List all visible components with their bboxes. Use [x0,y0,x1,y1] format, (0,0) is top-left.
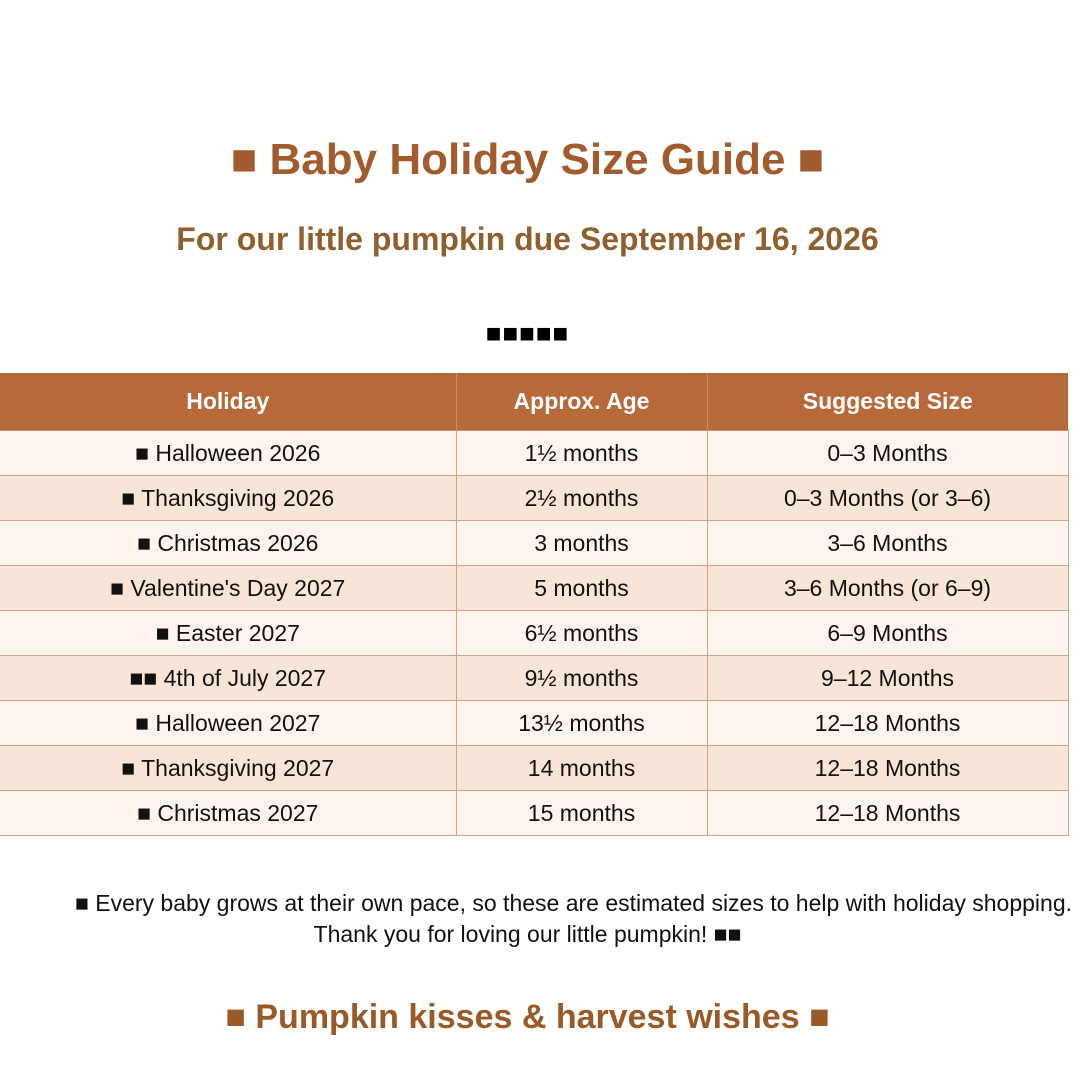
decorative-divider: ■■■■■ [485,318,570,348]
age-cell: 3 months [456,521,707,566]
holiday-cell: ■ Halloween 2026 [0,431,456,476]
page-subtitle: For our little pumpkin due September 16, 2026 [176,221,879,257]
holiday-cell: ■ Christmas 2027 [0,791,456,836]
table-row [0,521,1068,566]
holiday-cell: ■ Halloween 2027 [0,701,456,746]
size-cell: 12–18 Months [707,701,1068,746]
table-row [0,431,1068,476]
sizing-note-line-1: ■ Every baby grows at their own pace, so these are estimated sizes to help with holiday shopping. [74,890,1072,916]
holiday-cell: ■ Thanksgiving 2026 [0,476,456,521]
table-row [0,791,1068,836]
age-cell: 5 months [456,566,707,611]
table-row [0,611,1068,656]
size-cell: 3–6 Months (or 6–9) [707,566,1068,611]
size-cell: 12–18 Months [707,746,1068,791]
size-cell: 9–12 Months [707,656,1068,701]
age-cell: 15 months [456,791,707,836]
sizing-note-line-2: Thank you for loving our little pumpkin! ■■ [313,921,742,947]
size-cell: 3–6 Months [707,521,1068,566]
column-header-size: Suggested Size [707,373,1068,431]
table-row [0,701,1068,746]
table-row [0,566,1068,611]
column-header-holiday: Holiday [0,373,456,431]
age-cell: 2½ months [456,476,707,521]
table-header-row [0,373,1068,431]
footer-message: ■ Pumpkin kisses & harvest wishes ■ [225,998,830,1036]
holiday-cell: ■ Thanksgiving 2027 [0,746,456,791]
table-row [0,476,1068,521]
size-cell: 6–9 Months [707,611,1068,656]
size-cell: 0–3 Months [707,431,1068,476]
age-cell: 6½ months [456,611,707,656]
holiday-cell: ■ Christmas 2026 [0,521,456,566]
age-cell: 1½ months [456,431,707,476]
page-title: ■ Baby Holiday Size Guide ■ [230,135,825,184]
table-row [0,746,1068,791]
size-cell: 12–18 Months [707,791,1068,836]
table-row [0,656,1068,701]
holiday-cell: ■ Valentine's Day 2027 [0,566,456,611]
size-cell: 0–3 Months (or 3–6) [707,476,1068,521]
holiday-cell: ■■ 4th of July 2027 [0,656,456,701]
sizing-note [0,888,1080,950]
age-cell: 14 months [456,746,707,791]
column-header-age: Approx. Age [456,373,707,431]
holiday-cell: ■ Easter 2027 [0,611,456,656]
age-cell: 9½ months [456,656,707,701]
age-cell: 13½ months [456,701,707,746]
size-guide-table [0,373,1069,836]
